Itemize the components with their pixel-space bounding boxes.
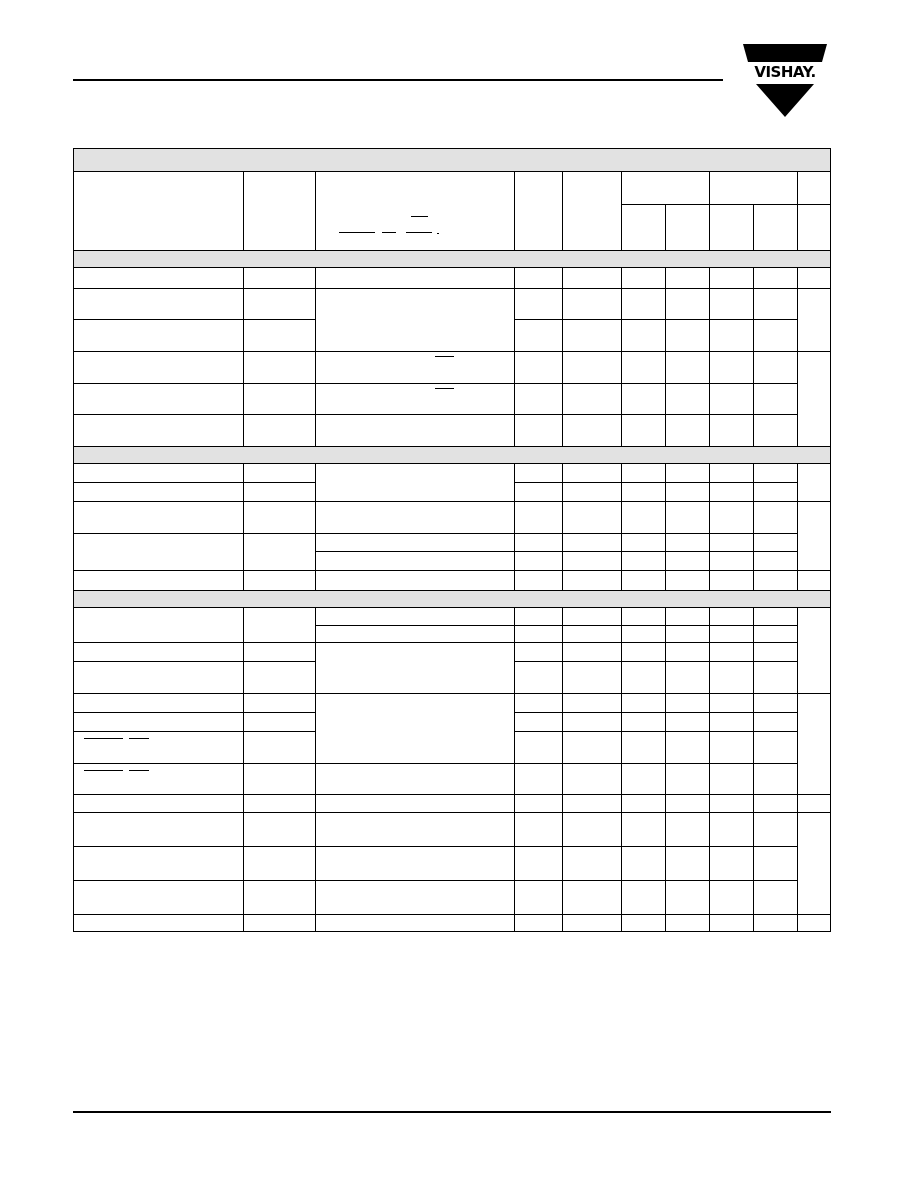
header-rule [73,79,723,81]
spec-table-grid [73,148,831,932]
vishay-logo [738,44,832,118]
spec-table [73,148,831,932]
footer-rule [73,1111,831,1113]
logo-text: VISHAY. [754,63,816,81]
